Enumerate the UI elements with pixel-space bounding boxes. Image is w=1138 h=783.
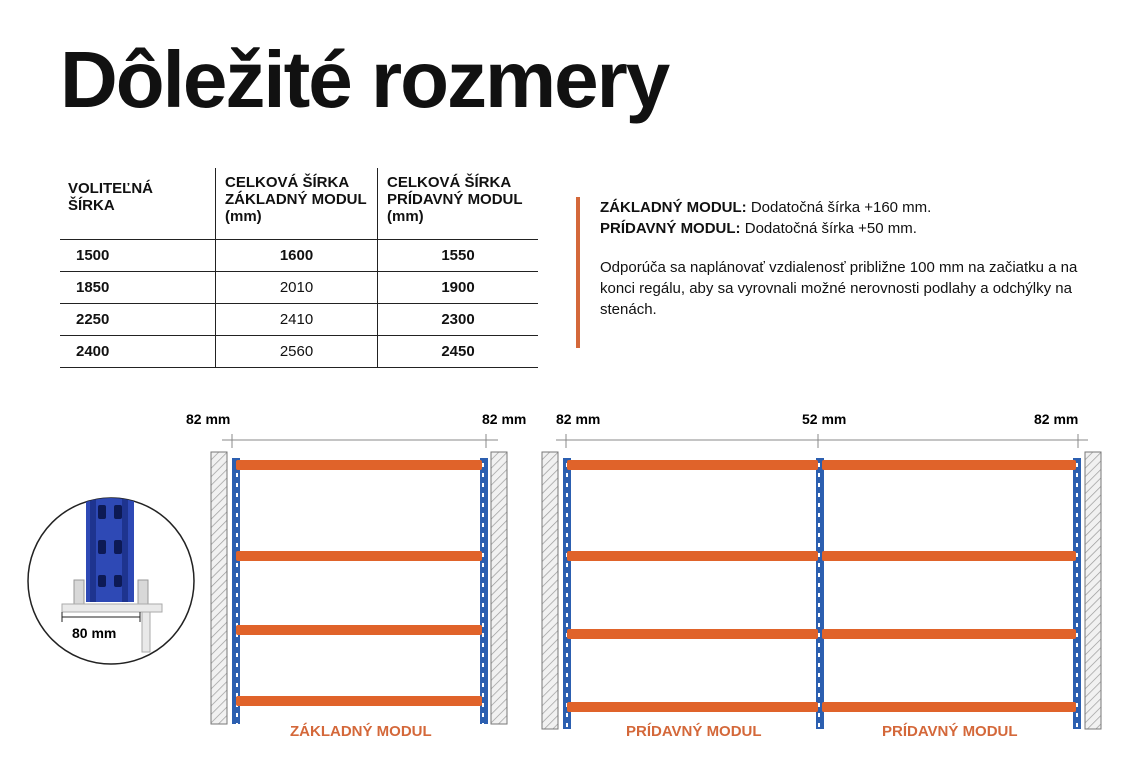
note-extra-label: PRÍDAVNÝ MODUL: [600, 220, 741, 237]
upright [563, 458, 571, 729]
detail-dim-80: 80 mm [72, 625, 117, 641]
basic-module-rack [211, 452, 507, 724]
beam [822, 629, 1076, 639]
cell-extra-width: 2450 [377, 336, 538, 367]
dim-52-middle: 52 mm [802, 411, 847, 427]
header-optional-width: VOLITEĽNÁ ŠÍRKA [68, 180, 153, 214]
beam [236, 625, 482, 635]
beam [567, 629, 818, 639]
beam [567, 702, 818, 712]
header-total-width-extra: CELKOVÁ ŠÍRKA PRÍDAVNÝ MODUL (mm) [377, 168, 538, 239]
note-basic-text: Dodatočná šírka +160 mm. [746, 199, 932, 216]
note-basic-label: ZÁKLADNÝ MODUL: [600, 199, 747, 216]
dim-82-extra-right: 82 mm [1034, 411, 1079, 427]
cell-basic-width: 2560 [215, 336, 377, 367]
upright [1073, 458, 1081, 729]
upright [816, 458, 824, 729]
beam [822, 460, 1076, 470]
table-row [60, 336, 538, 368]
label-basic-module: ZÁKLADNÝ MODUL [290, 723, 432, 740]
dimension-lines [222, 434, 1088, 448]
wall-left [211, 452, 227, 724]
dim-82-basic-right: 82 mm [482, 411, 527, 427]
extended-rack [542, 452, 1101, 729]
beam [236, 696, 482, 706]
page-title: Dôležité rozmery [60, 35, 669, 124]
beam [567, 460, 818, 470]
cell-optional-width: 2400 [76, 343, 110, 360]
dimensions-table [60, 168, 538, 368]
note-extra-text: Dodatočná šírka +50 mm. [740, 220, 917, 237]
cell-basic-width: 2410 [215, 304, 377, 335]
cell-optional-width: 2250 [76, 311, 110, 328]
note-paragraph: Odporúča sa naplánovať vzdialenosť približne 100 mm na začiatku a na konci regálu, aby sa vyrovnali možné nerovnosti podlahy a odchýlky na stenách. [600, 259, 1078, 318]
beam [822, 551, 1076, 561]
cell-optional-width: 1500 [76, 247, 110, 264]
beam [236, 551, 482, 561]
upright [232, 458, 240, 724]
table-row [60, 240, 538, 272]
label-extra-module-1: PRÍDAVNÝ MODUL [626, 723, 762, 740]
cell-extra-width: 1550 [377, 240, 538, 271]
cell-extra-width: 1900 [377, 272, 538, 303]
note-basic [600, 197, 1120, 218]
shelving-diagram [0, 380, 1138, 783]
dim-82-extra-left: 82 mm [556, 411, 601, 427]
cell-basic-width: 2010 [215, 272, 377, 303]
accent-bar [576, 197, 580, 348]
note-extra [600, 218, 1120, 239]
table-header-row [60, 168, 538, 240]
header-total-width-basic: CELKOVÁ ŠÍRKA ZÁKLADNÝ MODUL (mm) [215, 168, 377, 239]
wall-left [542, 452, 558, 729]
cell-basic-width: 1600 [215, 240, 377, 271]
beam [567, 551, 818, 561]
wall-right [1085, 452, 1101, 729]
upright [480, 458, 488, 724]
beam [822, 702, 1076, 712]
label-extra-module-2: PRÍDAVNÝ MODUL [882, 723, 1018, 740]
cell-extra-width: 2300 [377, 304, 538, 335]
wall-right [491, 452, 507, 724]
dim-82-basic-left: 82 mm [186, 411, 231, 427]
cell-optional-width: 1850 [76, 279, 110, 296]
beam [236, 460, 482, 470]
table-row [60, 304, 538, 336]
table-row [60, 272, 538, 304]
notes-panel [600, 197, 1120, 320]
base-plate-detail [28, 490, 194, 664]
